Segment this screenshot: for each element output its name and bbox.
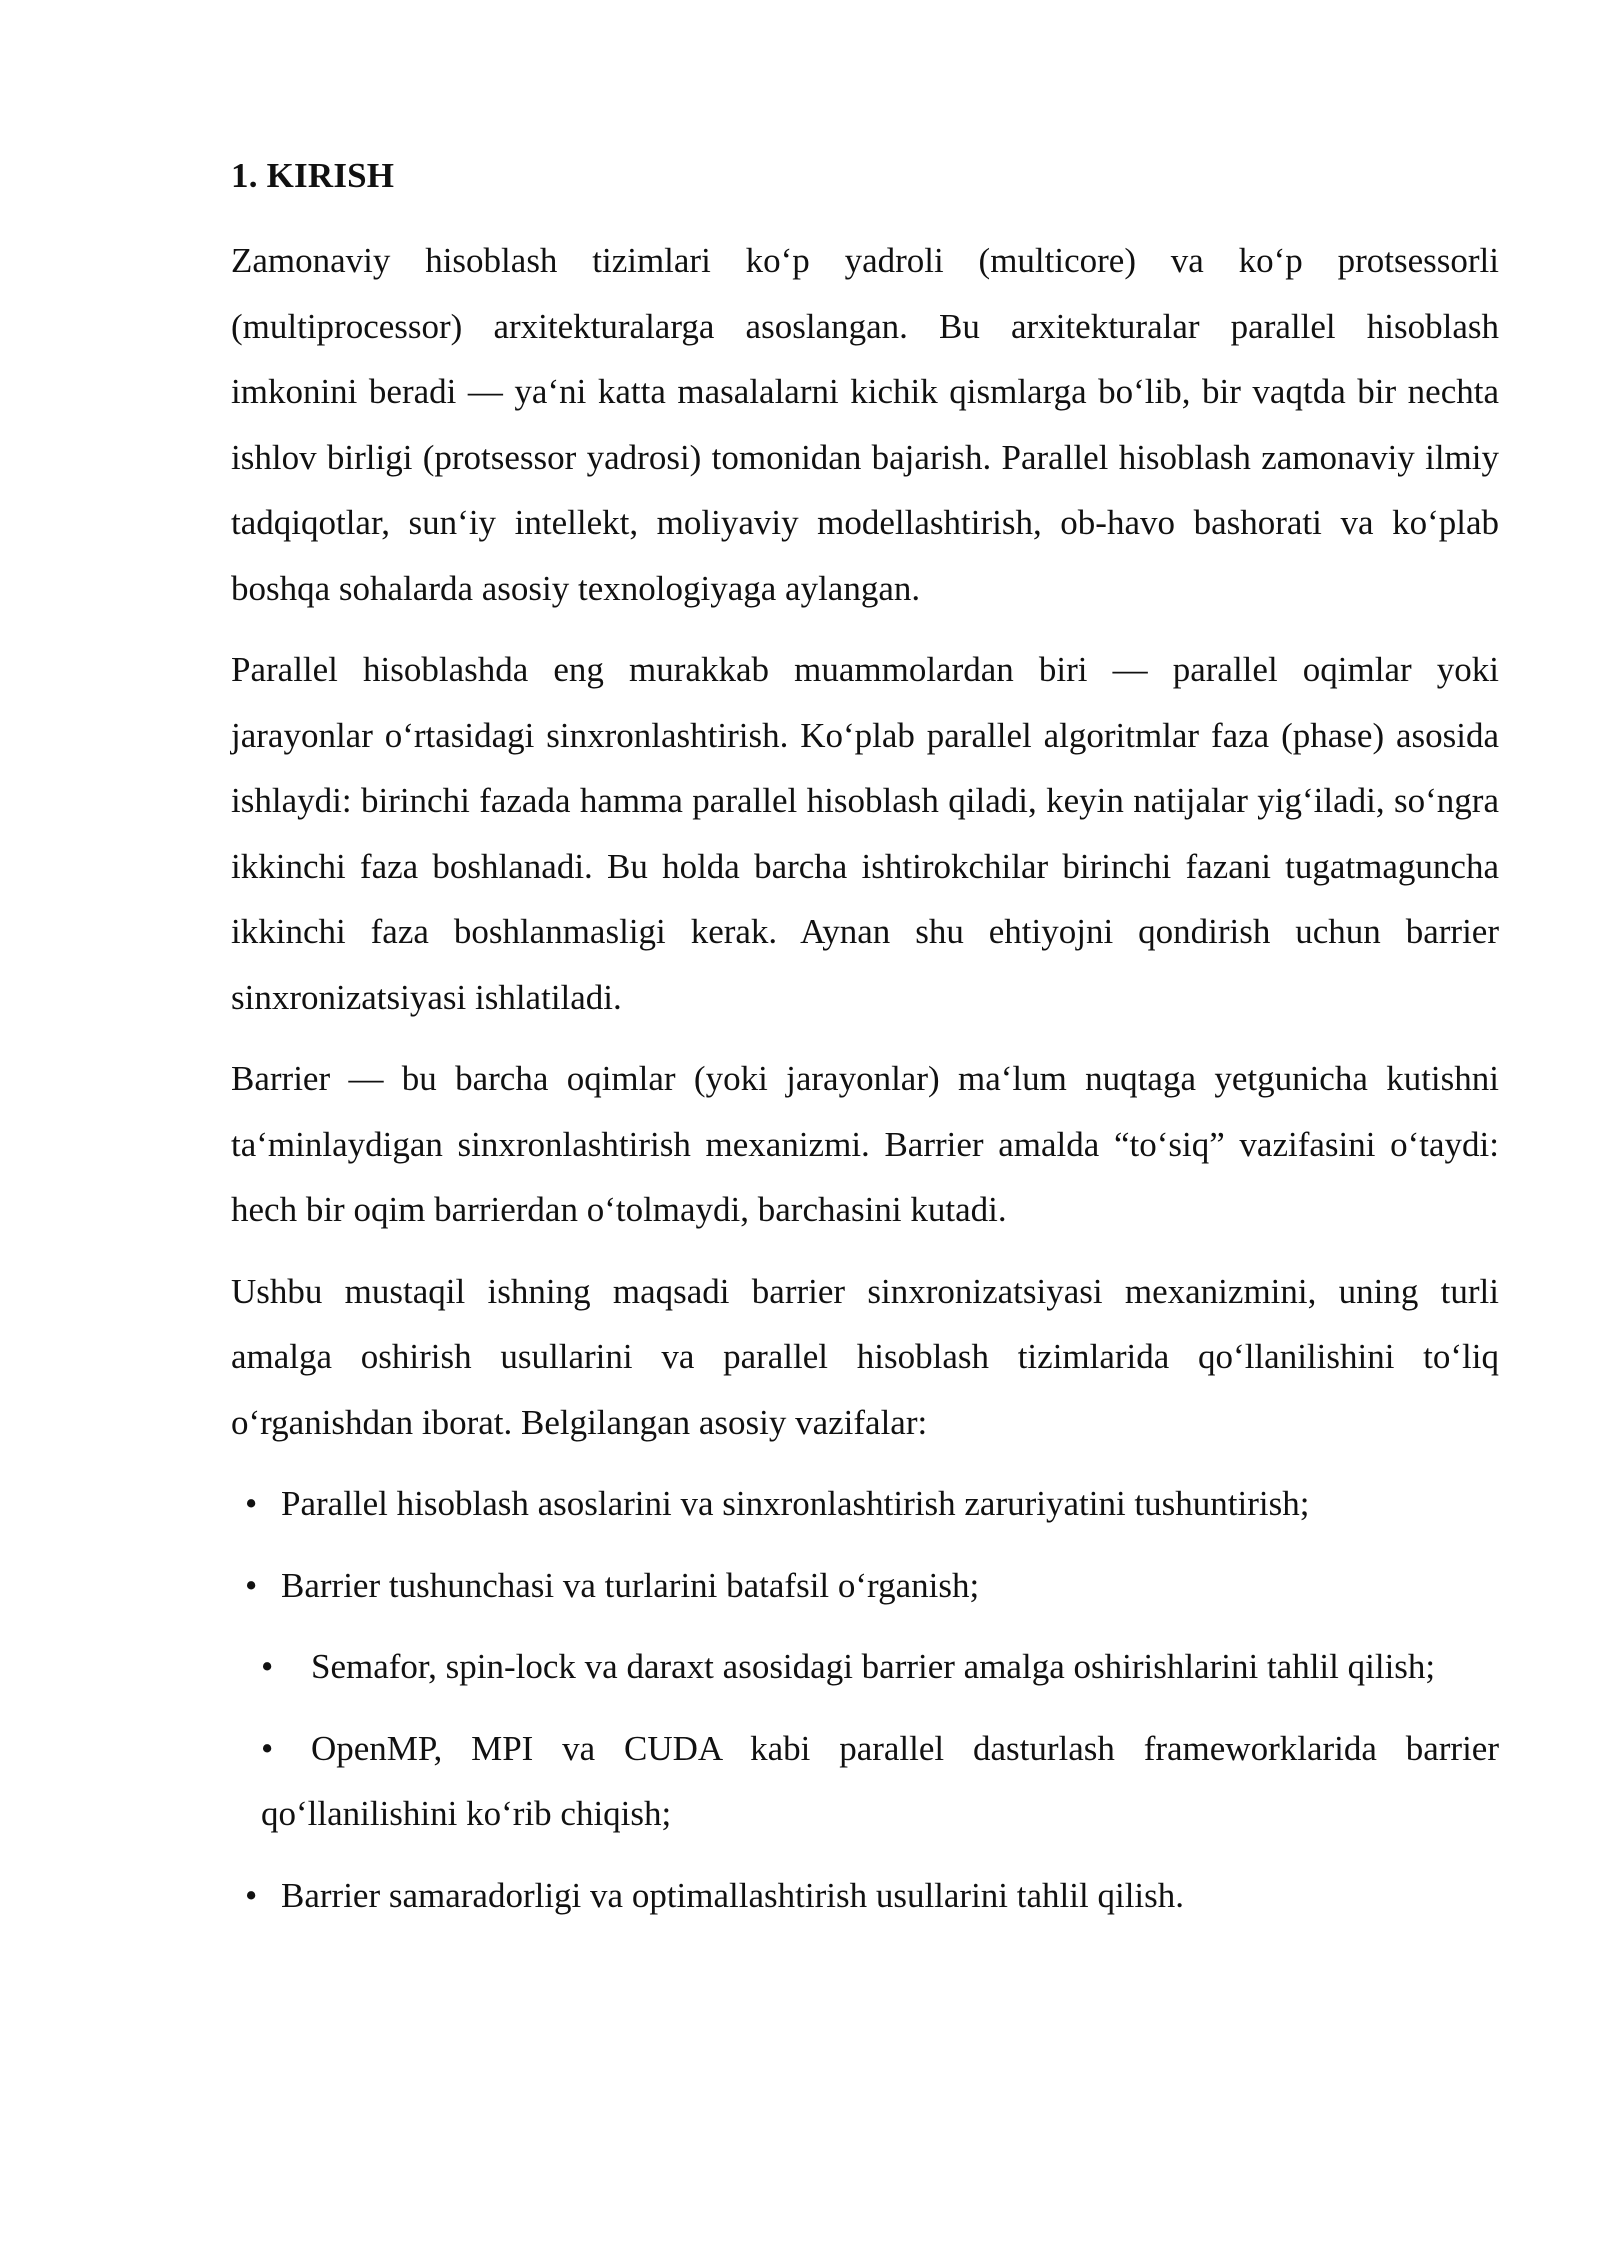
intro-paragraph-3: Barrier — bu barcha oqimlar (yoki jarayonlar) ma‘lum nuqtaga yetgunicha kutishni ta‘minlaydigan sinxronlashtirish mexanizmi. Barrier amalda “to‘siq” vazifasini o‘taydi: hech bir oqim barrierdan o‘tolmaydi, barchasini kutadi. — [231, 1059, 1499, 1229]
bullet-marker: • — [245, 1875, 258, 1915]
task-list — [231, 1471, 1499, 1928]
list-item-text: Barrier tushunchasi va turlarini batafsil o‘rganish; — [281, 1565, 980, 1605]
intro-paragraph-2: Parallel hisoblashda eng murakkab muammolardan biri — parallel oqimlar yoki jarayonlar o‘rtasidagi sinxronlashtirish. Ko‘plab parallel algoritmlar faza (phase) asosida ishlaydi: birinchi fazada hamma parallel hisoblash qiladi, keyin natijalar yig‘iladi, so‘ngra ikkinchi faza boshlanadi. Bu holda barcha ishtirokchilar birinchi fazani tugatmaguncha ikkinchi faza boshlanmasligi kerak. Aynan shu ehtiyojni qondirish uchun barrier sinxronizatsiyasi ishlatiladi. — [231, 650, 1499, 1017]
list-item-text: Barrier samaradorligi va optimallashtirish usullarini tahlil qilish. — [281, 1875, 1185, 1915]
list-item — [231, 1471, 1499, 1537]
list-item — [231, 1634, 1499, 1700]
bullet-marker: • — [245, 1565, 258, 1605]
list-item — [231, 1716, 1499, 1847]
list-item — [231, 1553, 1499, 1619]
list-item — [231, 1863, 1499, 1929]
list-item-text: Parallel hisoblash asoslarini va sinxronlashtirish zaruriyatini tushuntirish; — [281, 1484, 1310, 1523]
intro-paragraph-1: Zamonaviy hisoblash tizimlari ko‘p yadroli (multicore) va ko‘p protsessorli (multiprocessor) arxitekturalarga asoslangan. Bu arxitekturalar parallel hisoblash imkonini beradi — ya‘ni katta masalalarni kichik qismlarga bo‘lib, bir vaqtda bir nechta ishlov birligi (protsessor yadrosi) tomonidan bajarish. Parallel hisoblash zamonaviy ilmiy tadqiqotlar, sun‘iy intellekt, moliyaviy modellashtirish, ob-havo bashorati va ko‘plab boshqa sohalarda asosiy texnologiyaga aylangan. — [231, 241, 1499, 608]
intro-paragraph-4: Ushbu mustaqil ishning maqsadi barrier sinxronizatsiyasi mexanizmini, uning turli amalga oshirish usullarini va parallel hisoblash tizimlarida qo‘llanilishini to‘liq o‘rganishdan iborat. Belgilangan asosiy vazifalar: — [231, 1271, 1499, 1442]
section-heading: 1. KIRISH — [231, 156, 395, 195]
list-item-text: OpenMP, MPI va CUDA kabi parallel dasturlash frameworklarida barrier qo‘llanilishini ko‘rib chiqish; — [261, 1728, 1499, 1833]
bullet-marker: • — [261, 1647, 274, 1686]
bullet-marker: • — [261, 1728, 274, 1768]
bullet-marker: • — [245, 1484, 258, 1523]
list-item-text: Semafor, spin-lock va daraxt asosidagi barrier amalga oshirishlarini tahlil qilish; — [311, 1647, 1436, 1686]
document-page — [231, 150, 1499, 1944]
